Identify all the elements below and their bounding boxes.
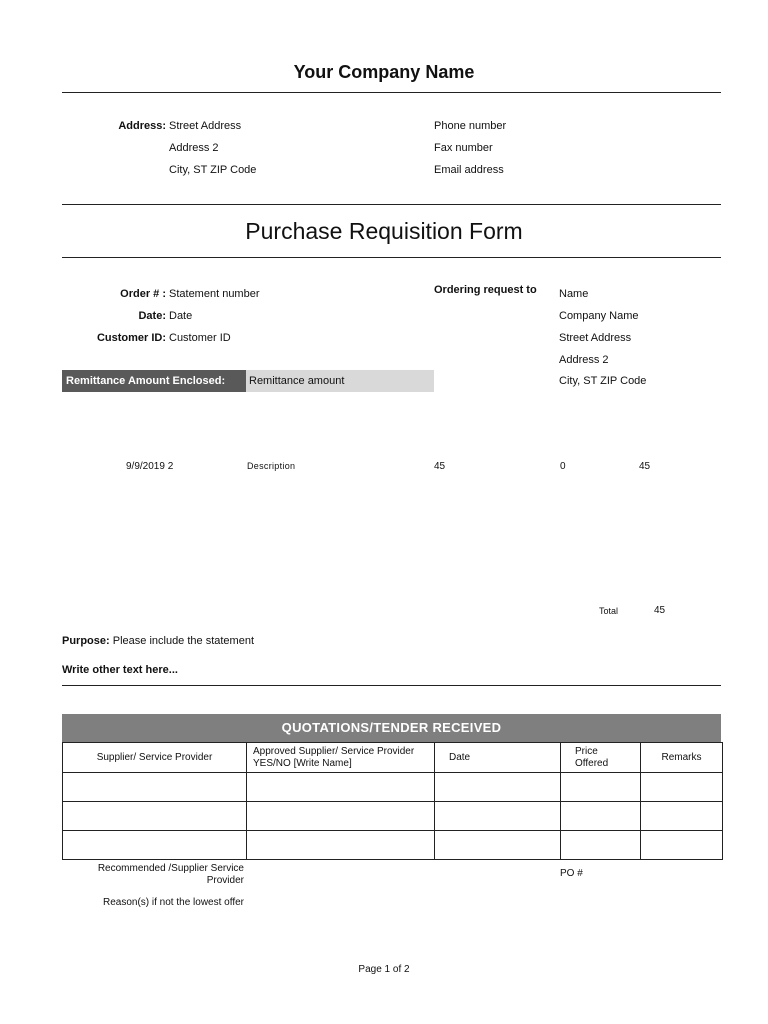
purpose-label: Purpose: bbox=[62, 635, 110, 647]
line-item-amount: 45 bbox=[639, 461, 651, 472]
table-cell[interactable] bbox=[435, 831, 561, 860]
company-phone: Phone number bbox=[434, 120, 507, 132]
table-cell[interactable] bbox=[247, 773, 435, 802]
form-title: Purchase Requisition Form bbox=[245, 218, 523, 244]
quotations-table bbox=[62, 742, 723, 860]
date-label: Date: bbox=[138, 310, 166, 322]
table-cell[interactable] bbox=[641, 773, 723, 802]
table-row bbox=[63, 773, 723, 802]
divider bbox=[62, 92, 721, 93]
address-label: Address: bbox=[118, 120, 166, 132]
line-item-description: Description bbox=[247, 461, 296, 471]
reason-label: Reason(s) if not the lowest offer bbox=[103, 897, 244, 908]
company-city: City, ST ZIP Code bbox=[169, 164, 257, 176]
table-cell[interactable] bbox=[435, 773, 561, 802]
purpose-line bbox=[62, 635, 254, 647]
ordering-request-label: Ordering request to bbox=[434, 284, 537, 296]
divider bbox=[62, 204, 721, 205]
company-street: Street Address bbox=[169, 120, 242, 132]
table-cell[interactable] bbox=[641, 831, 723, 860]
remittance-label: Remittance Amount Enclosed: bbox=[62, 370, 246, 392]
ordering-city: City, ST ZIP Code bbox=[559, 375, 647, 387]
table-header-row bbox=[63, 743, 723, 773]
total-value: 45 bbox=[654, 605, 666, 616]
header-supplier: Supplier/ Service Provider bbox=[63, 743, 247, 773]
customer-id-value: Customer ID bbox=[169, 332, 231, 344]
ordering-company: Company Name bbox=[559, 310, 639, 322]
po-number-label: PO # bbox=[560, 868, 583, 879]
table-cell[interactable] bbox=[561, 773, 641, 802]
header-approved-supplier: Approved Supplier/ Service Provider YES/NO [Write Name] bbox=[247, 743, 435, 773]
remittance-value[interactable]: Remittance amount bbox=[246, 370, 434, 392]
divider bbox=[62, 257, 721, 258]
table-row bbox=[63, 831, 723, 860]
line-item-value: 0 bbox=[560, 461, 566, 472]
line-item-quantity: 45 bbox=[434, 461, 446, 472]
ordering-name: Name bbox=[559, 288, 589, 300]
quotations-title: QUOTATIONS/TENDER RECEIVED bbox=[62, 714, 721, 742]
order-number-value: Statement number bbox=[169, 288, 260, 300]
header-remarks: Remarks bbox=[641, 743, 723, 773]
table-cell[interactable] bbox=[247, 831, 435, 860]
line-item-date: 9/9/2019 2 bbox=[126, 461, 174, 472]
divider bbox=[62, 685, 721, 686]
date-value: Date bbox=[169, 310, 193, 322]
table-row bbox=[63, 802, 723, 831]
header-price-offered: Price Offered bbox=[561, 743, 641, 773]
total-label: Total bbox=[599, 606, 619, 616]
order-number-label: Order # : bbox=[120, 288, 166, 300]
purpose-text: Please include the statement bbox=[112, 635, 255, 647]
recommended-supplier-label: Recommended /Supplier Service Provider bbox=[97, 863, 244, 886]
company-address2: Address 2 bbox=[169, 142, 219, 154]
table-cell[interactable] bbox=[63, 831, 247, 860]
table-cell[interactable] bbox=[247, 802, 435, 831]
company-fax: Fax number bbox=[434, 142, 493, 154]
table-cell[interactable] bbox=[561, 802, 641, 831]
table-cell[interactable] bbox=[63, 773, 247, 802]
table-cell[interactable] bbox=[63, 802, 247, 831]
header-date: Date bbox=[435, 743, 561, 773]
other-text: Write other text here... bbox=[62, 664, 178, 676]
customer-id-label: Customer ID: bbox=[96, 332, 166, 344]
ordering-street: Street Address bbox=[559, 332, 632, 344]
table-cell[interactable] bbox=[435, 802, 561, 831]
company-name: Your Company Name bbox=[293, 62, 475, 82]
company-email: Email address bbox=[434, 164, 504, 176]
page-number: Page 1 of 2 bbox=[358, 964, 410, 975]
table-cell[interactable] bbox=[641, 802, 723, 831]
ordering-address2: Address 2 bbox=[559, 354, 609, 366]
table-cell[interactable] bbox=[561, 831, 641, 860]
